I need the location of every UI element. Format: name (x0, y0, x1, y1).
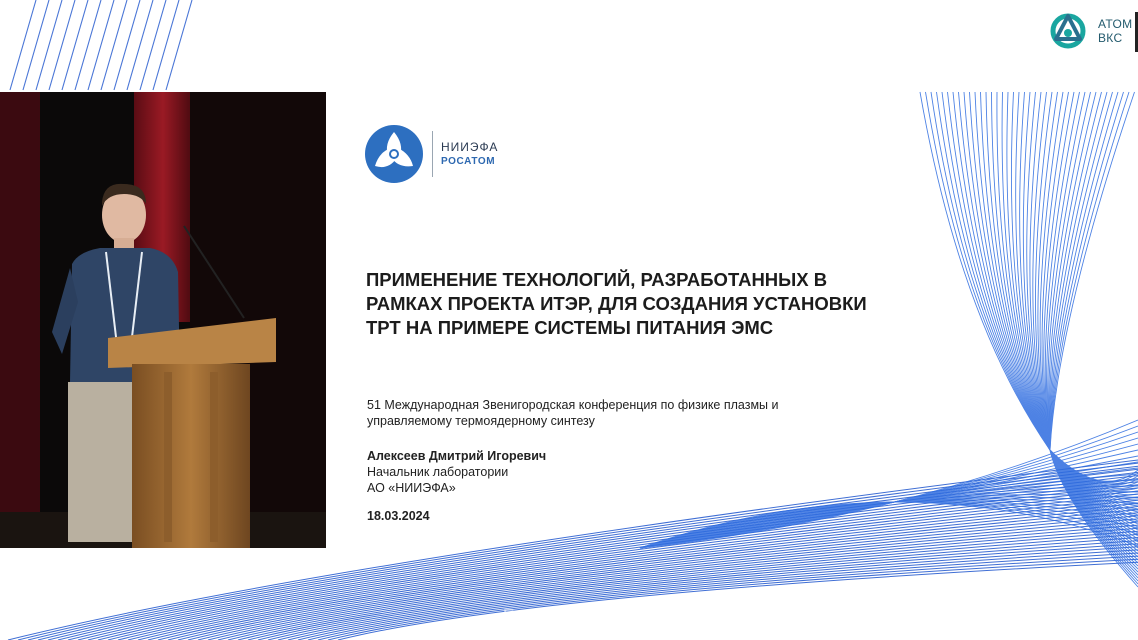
niiefa-logo (364, 124, 498, 184)
conference-name (367, 397, 867, 429)
decor-line (127, 0, 153, 90)
decor-line (140, 0, 166, 90)
org-parent: РОСАТОМ (441, 155, 496, 167)
atom-vks-logo-icon (1046, 9, 1090, 53)
decor-line (36, 0, 62, 90)
atom-vks-badge (1046, 8, 1138, 54)
author-name: Алексеев Дмитрий Игоревич (367, 449, 547, 463)
title-line: ТРТ НА ПРИМЕРЕ СИСТЕМЫ ПИТАНИЯ ЭМС (366, 317, 774, 338)
title-line: РАМКАХ ПРОЕКТА ИТЭР, ДЛЯ СОЗДАНИЯ УСТАНОВКИ (366, 293, 867, 314)
org-name: НИИЭФА (441, 139, 499, 154)
author-org: АО «НИИЭФА» (367, 481, 456, 495)
title-line: ПРИМЕНЕНИЕ ТЕХНОЛОГИЙ, РАЗРАБОТАННЫХ В (366, 269, 828, 290)
rosatom-emblem-icon (364, 124, 424, 184)
author-block (367, 448, 546, 496)
logo-divider (432, 131, 433, 177)
decor-line (88, 0, 114, 90)
decor-line (75, 0, 101, 90)
slide-title (366, 268, 966, 340)
decor-line (166, 0, 192, 90)
conference-line: 51 Международная Звенигородская конференция по физике плазмы и (367, 398, 779, 412)
decor-line (101, 0, 127, 90)
presentation-date: 18.03.2024 (367, 509, 430, 523)
decor-line (10, 0, 36, 90)
org-name-block (441, 140, 498, 169)
decor-line (153, 0, 179, 90)
decor-line (992, 92, 1138, 509)
decor-line (114, 0, 140, 90)
author-position: Начальник лаборатории (367, 465, 509, 479)
decor-line (1002, 92, 1138, 515)
decor-line (23, 0, 49, 90)
speaker-scene (0, 92, 326, 548)
decor-line (986, 92, 1138, 506)
decor-line (49, 0, 75, 90)
decor-line (62, 0, 88, 90)
hall-label: Большой зал (502, 606, 636, 628)
vks-label: ВКС (1098, 31, 1123, 45)
atom-label: АТОМ (1098, 17, 1133, 31)
conference-line: управляемому термоядерному синтезу (367, 414, 595, 428)
speaker-video (0, 92, 326, 548)
atom-vks-label (1098, 17, 1132, 45)
